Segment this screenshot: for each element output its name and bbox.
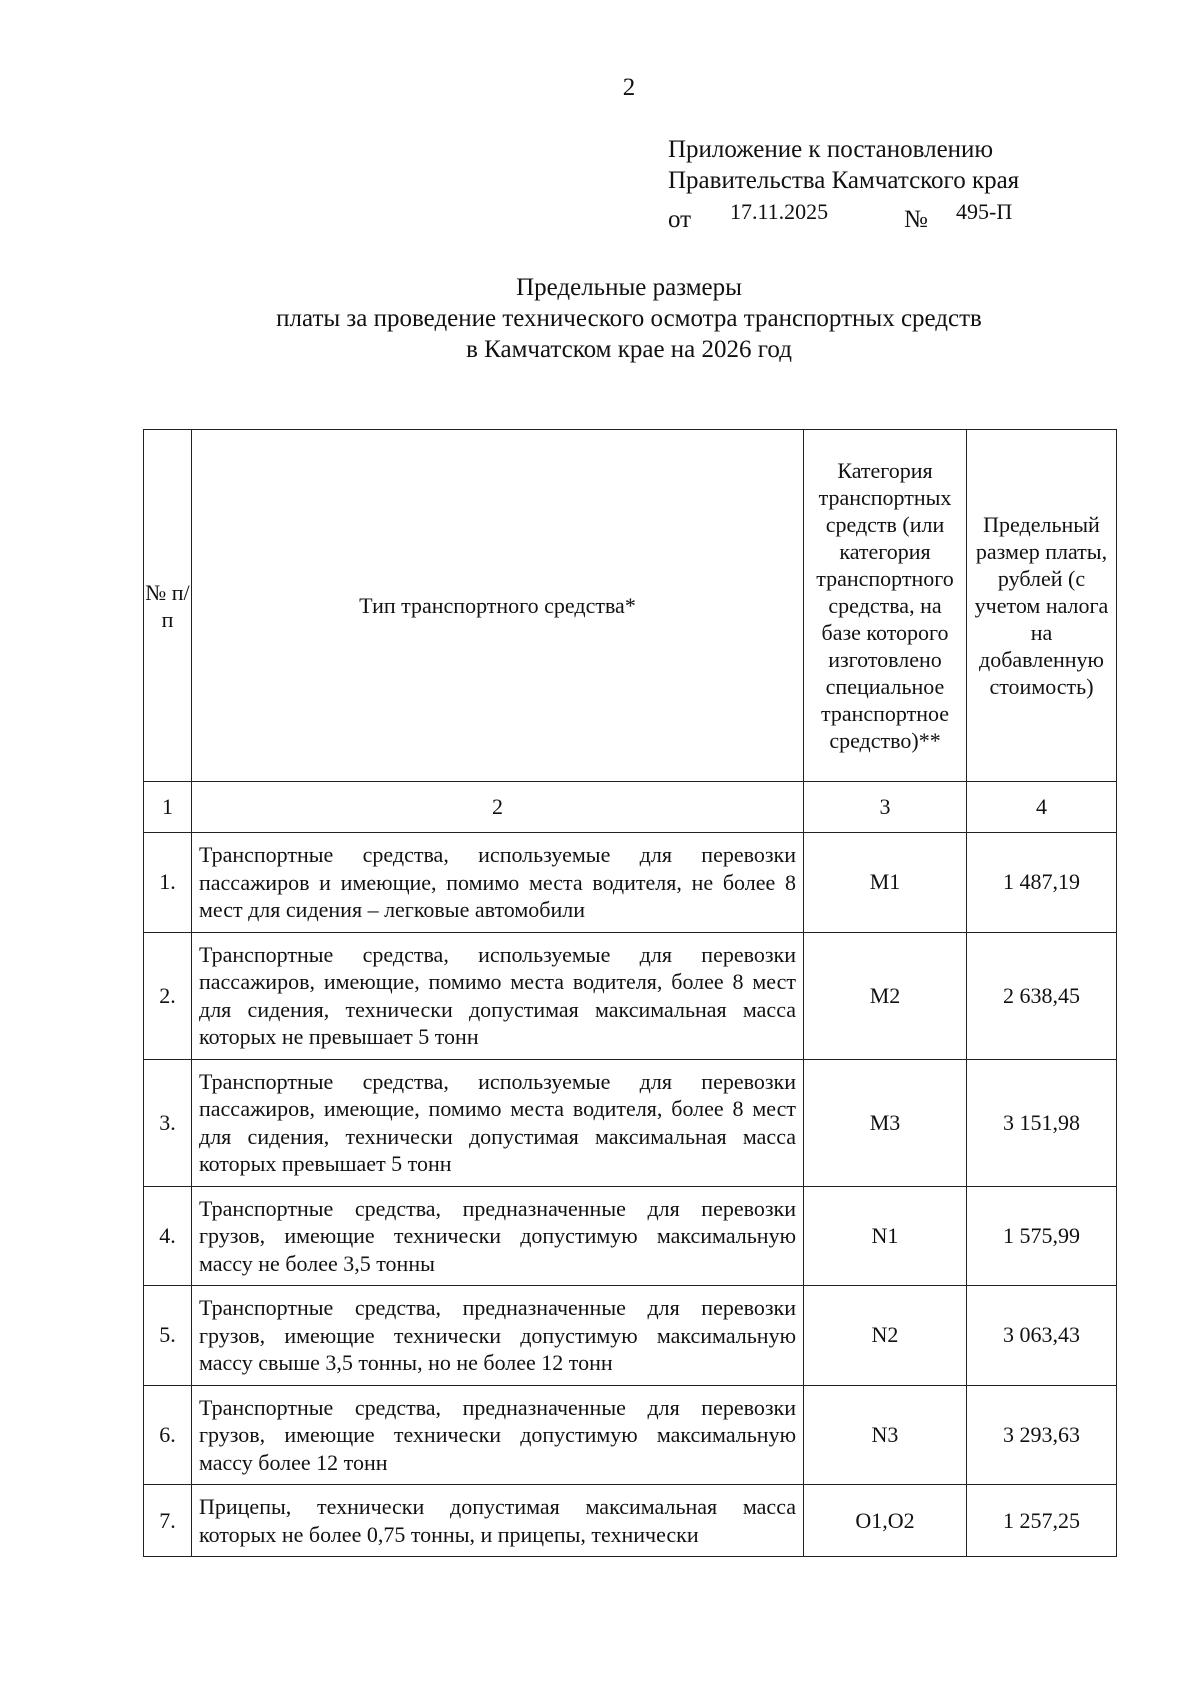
row-index: 2.	[144, 932, 192, 1059]
title-line-3: в Камчатском крае на 2026 год	[466, 336, 792, 363]
fees-table	[143, 429, 1117, 1557]
row-category: M3	[804, 1059, 967, 1186]
header-category: Категория транспортных средств (или категория транспортного средства, на базе которого изготовлено специальное транспортное средство)**	[804, 430, 967, 782]
row-price: 1 487,19	[967, 833, 1117, 933]
row-category: N3	[804, 1385, 967, 1485]
appendix-date-row	[668, 196, 1019, 232]
row-vehicle-type: Транспортные средства, используемые для перевозки пассажиров, имеющие, помимо места водителя, более 8 мест для сидения, технически допустимая максимальная масса которых не превышает 5 тонн	[192, 932, 804, 1059]
row-vehicle-type: Прицепы, технически допустимая максимальная масса которых не более 0,75 тонны, и прицепы, технически	[192, 1485, 804, 1557]
number-sign: №	[904, 206, 928, 233]
row-index: 7.	[144, 1485, 192, 1557]
row-category: M2	[804, 932, 967, 1059]
header-index: № п/п	[144, 430, 192, 782]
row-price: 2 638,45	[967, 932, 1117, 1059]
title-line-1: Предельные размеры	[516, 274, 742, 301]
table-row	[144, 1485, 1117, 1557]
appendix-line-2: Правительства Камчатского края	[668, 167, 1020, 194]
row-price: 3 063,43	[967, 1286, 1117, 1386]
header-vehicle-type: Тип транспортного средства*	[192, 430, 804, 782]
column-number: 4	[967, 782, 1117, 833]
row-category: M1	[804, 833, 967, 933]
row-price: 3 293,63	[967, 1385, 1117, 1485]
column-number: 3	[804, 782, 967, 833]
table-header-row	[144, 430, 1117, 782]
appendix-block	[668, 134, 1019, 232]
row-category: O1,O2	[804, 1485, 967, 1557]
table-row	[144, 833, 1117, 933]
table-row	[144, 932, 1117, 1059]
table-row	[144, 1186, 1117, 1286]
date-prefix: от	[668, 206, 692, 233]
table-row	[144, 1286, 1117, 1386]
resolution-number: 495-П	[956, 199, 1013, 224]
appendix-line-1: Приложение к постановлению	[668, 136, 994, 163]
document-title	[0, 272, 1200, 365]
column-number: 2	[192, 782, 804, 833]
row-vehicle-type: Транспортные средства, используемые для перевозки пассажиров и имеющие, помимо места водителя, не более 8 мест для сидения – легковые автомобили	[192, 833, 804, 933]
resolution-date: 17.11.2025	[730, 199, 829, 224]
row-index: 5.	[144, 1286, 192, 1386]
title-line-2: платы за проведение технического осмотра транспортных средств	[276, 305, 982, 332]
row-vehicle-type: Транспортные средства, предназначенные для перевозки грузов, имеющие технически допустимую максимальную массу свыше 3,5 тонны, но не более 12 тонн	[192, 1286, 804, 1386]
row-index: 3.	[144, 1059, 192, 1186]
row-vehicle-type: Транспортные средства, предназначенные для перевозки грузов, имеющие технически допустимую максимальную массу не более 3,5 тонны	[192, 1186, 804, 1286]
column-number: 1	[144, 782, 192, 833]
header-max-fee: Предельный размер платы, рублей (с учетом налога на добавленную стоимость)	[967, 430, 1117, 782]
column-numbers-row	[144, 782, 1117, 833]
row-category: N2	[804, 1286, 967, 1386]
row-price: 1 575,99	[967, 1186, 1117, 1286]
row-price: 1 257,25	[967, 1485, 1117, 1557]
table-row	[144, 1385, 1117, 1485]
row-index: 4.	[144, 1186, 192, 1286]
page-number: 2	[622, 74, 636, 101]
table-row	[144, 1059, 1117, 1186]
row-vehicle-type: Транспортные средства, предназначенные для перевозки грузов, имеющие технически допустимую максимальную массу более 12 тонн	[192, 1385, 804, 1485]
row-index: 6.	[144, 1385, 192, 1485]
row-price: 3 151,98	[967, 1059, 1117, 1186]
row-index: 1.	[144, 833, 192, 933]
row-vehicle-type: Транспортные средства, используемые для перевозки пассажиров, имеющие, помимо места водителя, более 8 мест для сидения, технически допустимая максимальная масса которых превышает 5 тонн	[192, 1059, 804, 1186]
row-category: N1	[804, 1186, 967, 1286]
